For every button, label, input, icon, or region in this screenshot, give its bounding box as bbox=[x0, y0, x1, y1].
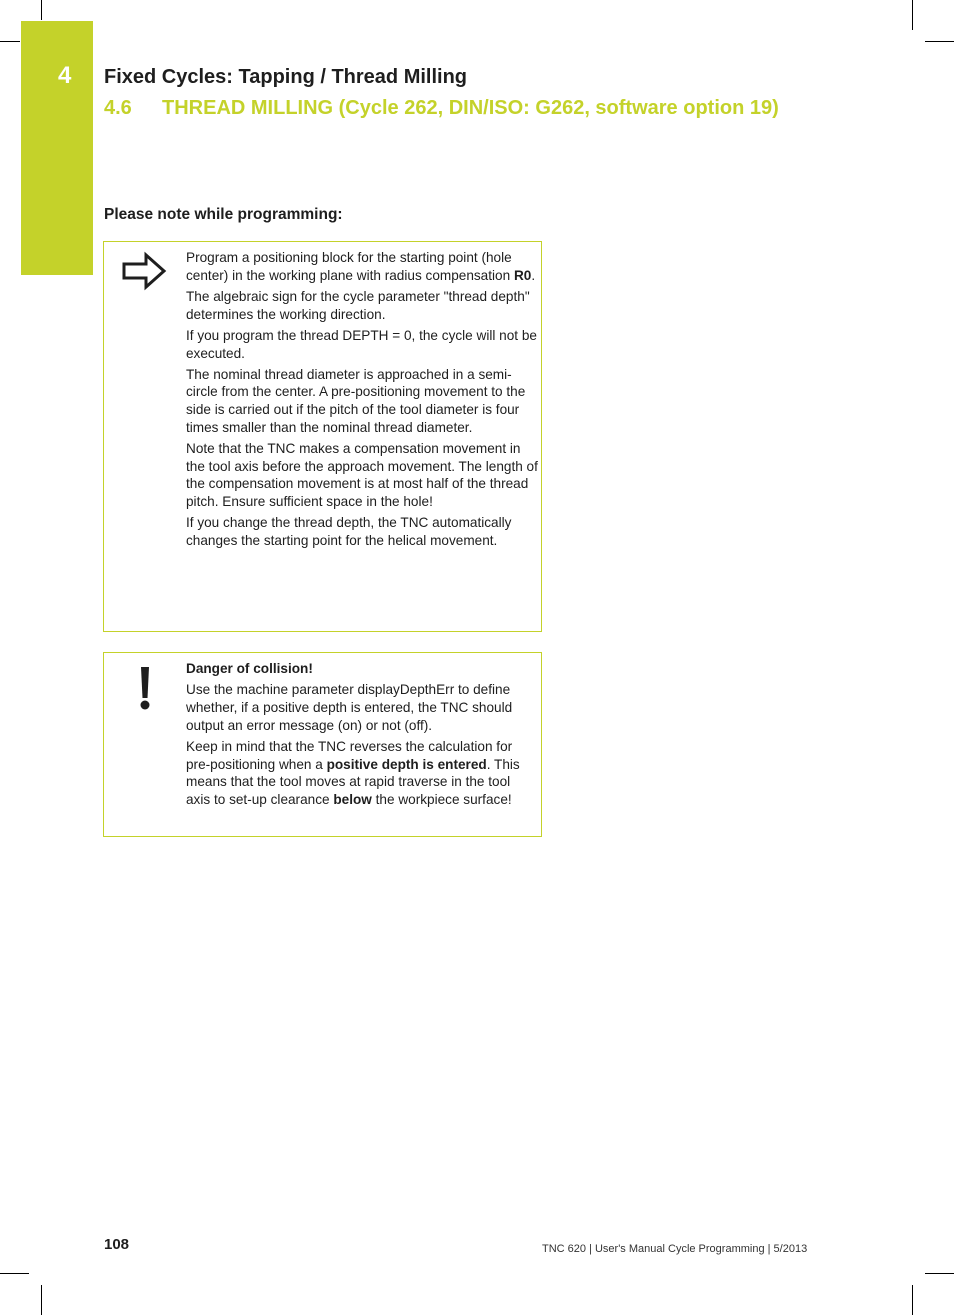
crop-mark bbox=[912, 1285, 913, 1315]
crop-mark bbox=[41, 1285, 42, 1315]
note-paragraph: If you change the thread depth, the TNC automatically changes the starting point for the helical movement. bbox=[186, 515, 512, 549]
warning-divider bbox=[186, 836, 541, 837]
crop-mark bbox=[41, 0, 42, 20]
warning-paragraph: Use the machine parameter displayDepthErr to define whether, if a positive depth is entered, the TNC should output an error message (on) or not (off). bbox=[186, 682, 513, 733]
crop-mark bbox=[925, 1273, 954, 1274]
note-paragraph: Note that the TNC makes a compensation movement in the tool axis before the approach movement. The length of the compensation movement is at most half of the thread pitch. Ensure sufficient space in the hole! bbox=[186, 441, 538, 510]
arrow-right-icon bbox=[120, 251, 170, 291]
page-number: 108 bbox=[104, 1236, 130, 1253]
note-divider bbox=[186, 631, 541, 632]
chapter-title: Fixed Cycles: Tapping / Thread Milling bbox=[104, 66, 468, 88]
warning-text bbox=[186, 660, 538, 812]
footer-info: TNC 620 | User's Manual Cycle Programming | 5/2013 bbox=[542, 1243, 808, 1255]
subheading: Please note while programming: bbox=[104, 206, 343, 223]
warning-box bbox=[103, 652, 542, 837]
chapter-number: 4 bbox=[58, 62, 72, 89]
section-title: THREAD MILLING (Cycle 262, DIN/ISO: G262, software option 19) bbox=[162, 97, 779, 119]
note-paragraph: If you program the thread DEPTH = 0, the cycle will not be executed. bbox=[186, 327, 537, 361]
crop-mark bbox=[912, 0, 913, 30]
note-box bbox=[103, 241, 542, 632]
section-number: 4.6 bbox=[104, 97, 132, 119]
warning-icon-cell bbox=[104, 653, 186, 836]
note-paragraph: The nominal thread diameter is approached in a semi-circle from the center. A pre-positioning movement to the side is carried out if the pitch of the tool diameter is four times smaller than the nominal thread diameter. bbox=[186, 366, 526, 435]
note-paragraph: Program a positioning block for the starting point (hole center) in the working plane with radius compensation R0. bbox=[186, 250, 536, 283]
note-text bbox=[186, 249, 538, 553]
note-icon-cell bbox=[104, 242, 186, 631]
section-heading bbox=[104, 97, 779, 120]
crop-mark bbox=[925, 41, 954, 42]
warning-paragraph: Keep in mind that the TNC reverses the calculation for pre-positioning when a positive depth is entered. This means that the tool moves at rapid traverse in the tool axis to set-up clearance below the workpiece surface! bbox=[186, 738, 520, 807]
note-paragraph: The algebraic sign for the cycle parameter "thread depth" determines the working direction. bbox=[186, 288, 530, 322]
crop-mark bbox=[0, 41, 20, 42]
warning-title: Danger of collision! bbox=[186, 661, 313, 676]
crop-mark bbox=[0, 1273, 29, 1274]
chapter-tab bbox=[21, 21, 93, 275]
exclamation-icon bbox=[135, 665, 155, 715]
